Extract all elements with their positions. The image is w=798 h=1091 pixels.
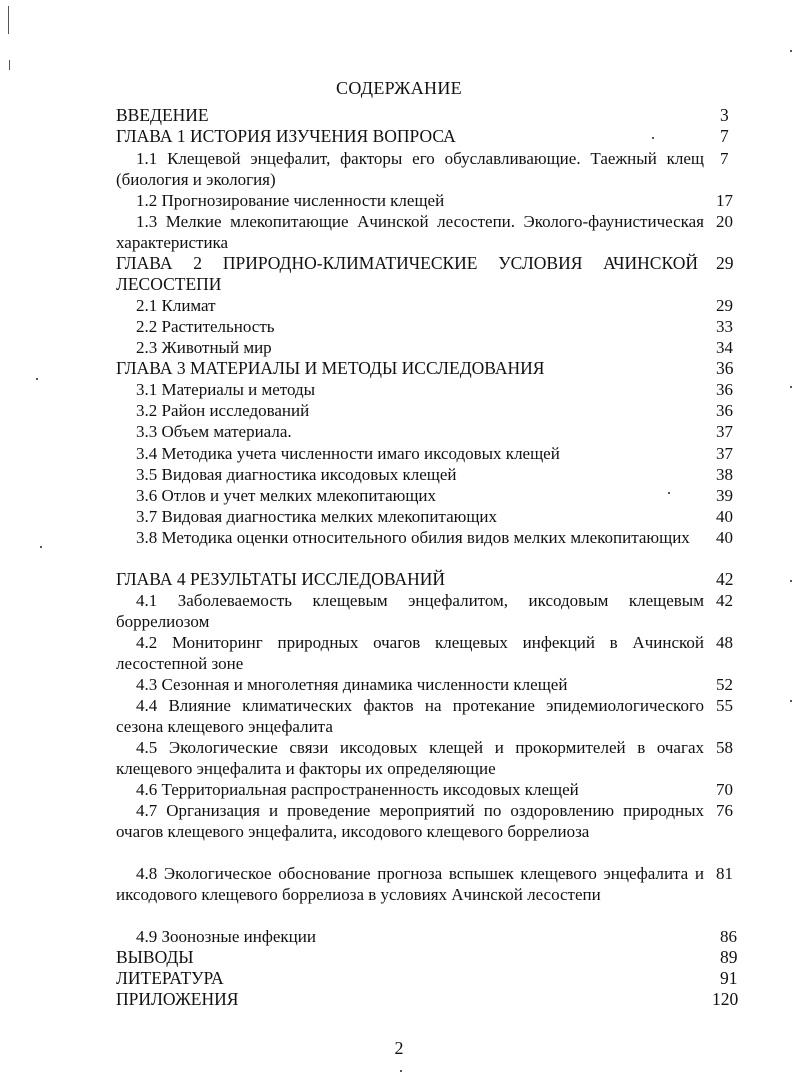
toc-entry-title: 3.5 Видовая диагностика иксодовых клещей bbox=[136, 465, 457, 484]
toc-entry-title: 4.4 Влияние климатических фактов на протекание эпидемиологического сезона клещевого энцефалита bbox=[116, 696, 704, 736]
toc-entry-title: 3.6 Отлов и учет мелких млекопитающих bbox=[136, 486, 437, 505]
toc-entry-title: 1.3 Мелкие млекопитающие Ачинской лесостепи. Эколого-фаунистическая характеристика bbox=[116, 212, 704, 252]
toc-entry-page: 37 bbox=[716, 444, 733, 463]
toc-entry bbox=[0, 379, 798, 400]
toc-entry-title: 1.2 Прогнозирование численности клещей bbox=[136, 191, 445, 210]
toc-entry-title: 3.2 Район исследований bbox=[136, 401, 310, 420]
toc-entry-page: 89 bbox=[720, 947, 738, 967]
toc-entry-page: 36 bbox=[716, 358, 734, 378]
toc-entry-title: 3.1 Материалы и методы bbox=[136, 380, 316, 399]
toc-entry-page: 17 bbox=[716, 191, 733, 210]
toc-entry bbox=[0, 800, 798, 863]
toc-entry-page: 38 bbox=[716, 465, 733, 484]
toc-entry bbox=[0, 863, 798, 926]
toc-entry bbox=[0, 337, 798, 358]
toc-entry-title: 2.2 Растительность bbox=[136, 317, 275, 336]
toc-entry-page: 7 bbox=[720, 126, 729, 146]
toc-entry-page: 42 bbox=[716, 591, 733, 610]
toc-entry-page: 29 bbox=[716, 296, 733, 315]
toc-entry-title: ГЛАВА 2 ПРИРОДНО-КЛИМАТИЧЕСКИЕ УСЛОВИЯ АЧИНСКОЙ ЛЕСОСТЕПИ bbox=[116, 253, 698, 294]
toc-entry-page: 3 bbox=[720, 105, 729, 125]
toc-entry-page: 58 bbox=[716, 738, 733, 757]
toc-entry-title: 4.7 Организация и проведение мероприятий по оздоровлению природных очагов клещевого энцефалита, иксодового клещевого боррелиоза bbox=[116, 801, 704, 841]
toc-entry-page: 42 bbox=[716, 569, 734, 589]
toc-entry bbox=[0, 527, 798, 569]
toc-entry-title: 2.1 Климат bbox=[136, 296, 216, 315]
toc-entry-title: 4.2 Мониторинг природных очагов клещевых инфекций в Ачинской лесостепной зоне bbox=[116, 633, 704, 673]
toc-entry-page: 36 bbox=[716, 380, 733, 399]
toc-entry bbox=[0, 190, 798, 211]
toc-entry bbox=[0, 105, 798, 126]
toc-entry bbox=[0, 126, 798, 147]
toc-entry-page: 70 bbox=[716, 780, 733, 799]
toc-entry-title: ЛИТЕРАТУРА bbox=[116, 968, 224, 988]
toc-entry bbox=[0, 989, 798, 1010]
toc-entry-title: 4.1 Заболеваемость клещевым энцефалитом, иксодовым клещевым боррелиозом bbox=[116, 591, 704, 631]
toc-entry bbox=[0, 295, 798, 316]
toc-entry-page: 55 bbox=[716, 696, 733, 715]
toc-entry-page: 37 bbox=[716, 422, 733, 441]
toc-entry-title: ВВЕДЕНИЕ bbox=[116, 105, 209, 125]
toc-entry-title: 4.9 Зоонозные инфекции bbox=[136, 927, 316, 946]
toc-entry-page: 7 bbox=[720, 149, 729, 168]
toc-entry-page: 120 bbox=[712, 989, 739, 1009]
toc-entry-page: 86 bbox=[720, 927, 737, 946]
toc-entry-title: 3.3 Объем материала. bbox=[136, 422, 292, 441]
toc-entry bbox=[0, 148, 798, 190]
toc-entry-title: ГЛАВА 3 МАТЕРИАЛЫ И МЕТОДЫ ИССЛЕДОВАНИЯ bbox=[116, 358, 545, 378]
page-number: 2 bbox=[394, 1038, 404, 1058]
toc-entry bbox=[0, 779, 798, 800]
toc-entry bbox=[0, 947, 798, 968]
toc-entry bbox=[0, 211, 798, 253]
toc-entry-title: 3.4 Методика учета численности имаго иксодовых клещей bbox=[136, 444, 560, 463]
toc-entry-title: 4.6 Территориальная распространенность иксодовых клещей bbox=[136, 780, 579, 799]
toc-entry bbox=[0, 632, 798, 674]
toc-entry-page: 39 bbox=[716, 486, 733, 505]
toc-entry bbox=[0, 464, 798, 485]
toc-entry-title: 2.3 Животный мир bbox=[136, 338, 272, 357]
toc-entry-title: 3.7 Видовая диагностика мелких млекопитающих bbox=[136, 507, 498, 526]
toc-entry bbox=[0, 569, 798, 590]
toc-entry bbox=[0, 695, 798, 737]
toc-entry-page: 20 bbox=[716, 212, 733, 231]
toc-entry bbox=[0, 443, 798, 464]
toc-entry-page: 76 bbox=[716, 801, 733, 820]
toc-entry-title: 4.3 Сезонная и многолетняя динамика численности клещей bbox=[136, 675, 568, 694]
toc-entry-title: 1.1 Клещевой энцефалит, факторы его обуславливающие. Таежный клещ (биология и экология) bbox=[116, 149, 704, 189]
toc-entry-page: 91 bbox=[720, 968, 738, 988]
toc-entry-page: 33 bbox=[716, 317, 733, 336]
toc-entry bbox=[0, 674, 798, 695]
toc-heading: СОДЕРЖАНИЕ bbox=[336, 78, 462, 98]
toc-entry bbox=[0, 421, 798, 442]
toc-entry-page: 48 bbox=[716, 633, 733, 652]
toc-entry bbox=[0, 253, 798, 295]
toc-entry-title: ГЛАВА 1 ИСТОРИЯ ИЗУЧЕНИЯ ВОПРОСА bbox=[116, 126, 456, 146]
toc-entry-page: 36 bbox=[716, 401, 733, 420]
toc-entry bbox=[0, 316, 798, 337]
toc-entry-page: 40 bbox=[716, 528, 733, 547]
toc-entry-title: ВЫВОДЫ bbox=[116, 947, 194, 967]
toc-entry-title: 3.8 Методика оценки относительного обилия видов мелких млекопитающих bbox=[136, 528, 690, 547]
toc-entry bbox=[0, 400, 798, 421]
toc-entry bbox=[0, 485, 798, 506]
toc-entry-title: ГЛАВА 4 РЕЗУЛЬТАТЫ ИССЛЕДОВАНИЙ bbox=[116, 569, 446, 589]
toc-entry bbox=[0, 506, 798, 527]
toc-entry bbox=[0, 590, 798, 632]
toc-entry-title: 4.8 Экологическое обоснование прогноза вспышек клещевого энцефалита и иксодового клещевого боррелиоза в условиях Ачинской лесостепи bbox=[116, 864, 704, 904]
toc-entry bbox=[0, 737, 798, 779]
toc-entry-page: 40 bbox=[716, 507, 733, 526]
toc-entry-page: 52 bbox=[716, 675, 733, 694]
toc-entry-title: 4.5 Экологические связи иксодовых клещей и прокормителей в очагах клещевого энцефалита и факторы их определяющие bbox=[116, 738, 704, 778]
toc-entry-page: 81 bbox=[716, 864, 733, 883]
toc-entry bbox=[0, 968, 798, 989]
toc-entry bbox=[0, 358, 798, 379]
toc-entry-page: 34 bbox=[716, 338, 733, 357]
toc-entry-page: 29 bbox=[716, 253, 734, 273]
toc-entry bbox=[0, 926, 798, 947]
toc-entry-title: ПРИЛОЖЕНИЯ bbox=[116, 989, 239, 1009]
